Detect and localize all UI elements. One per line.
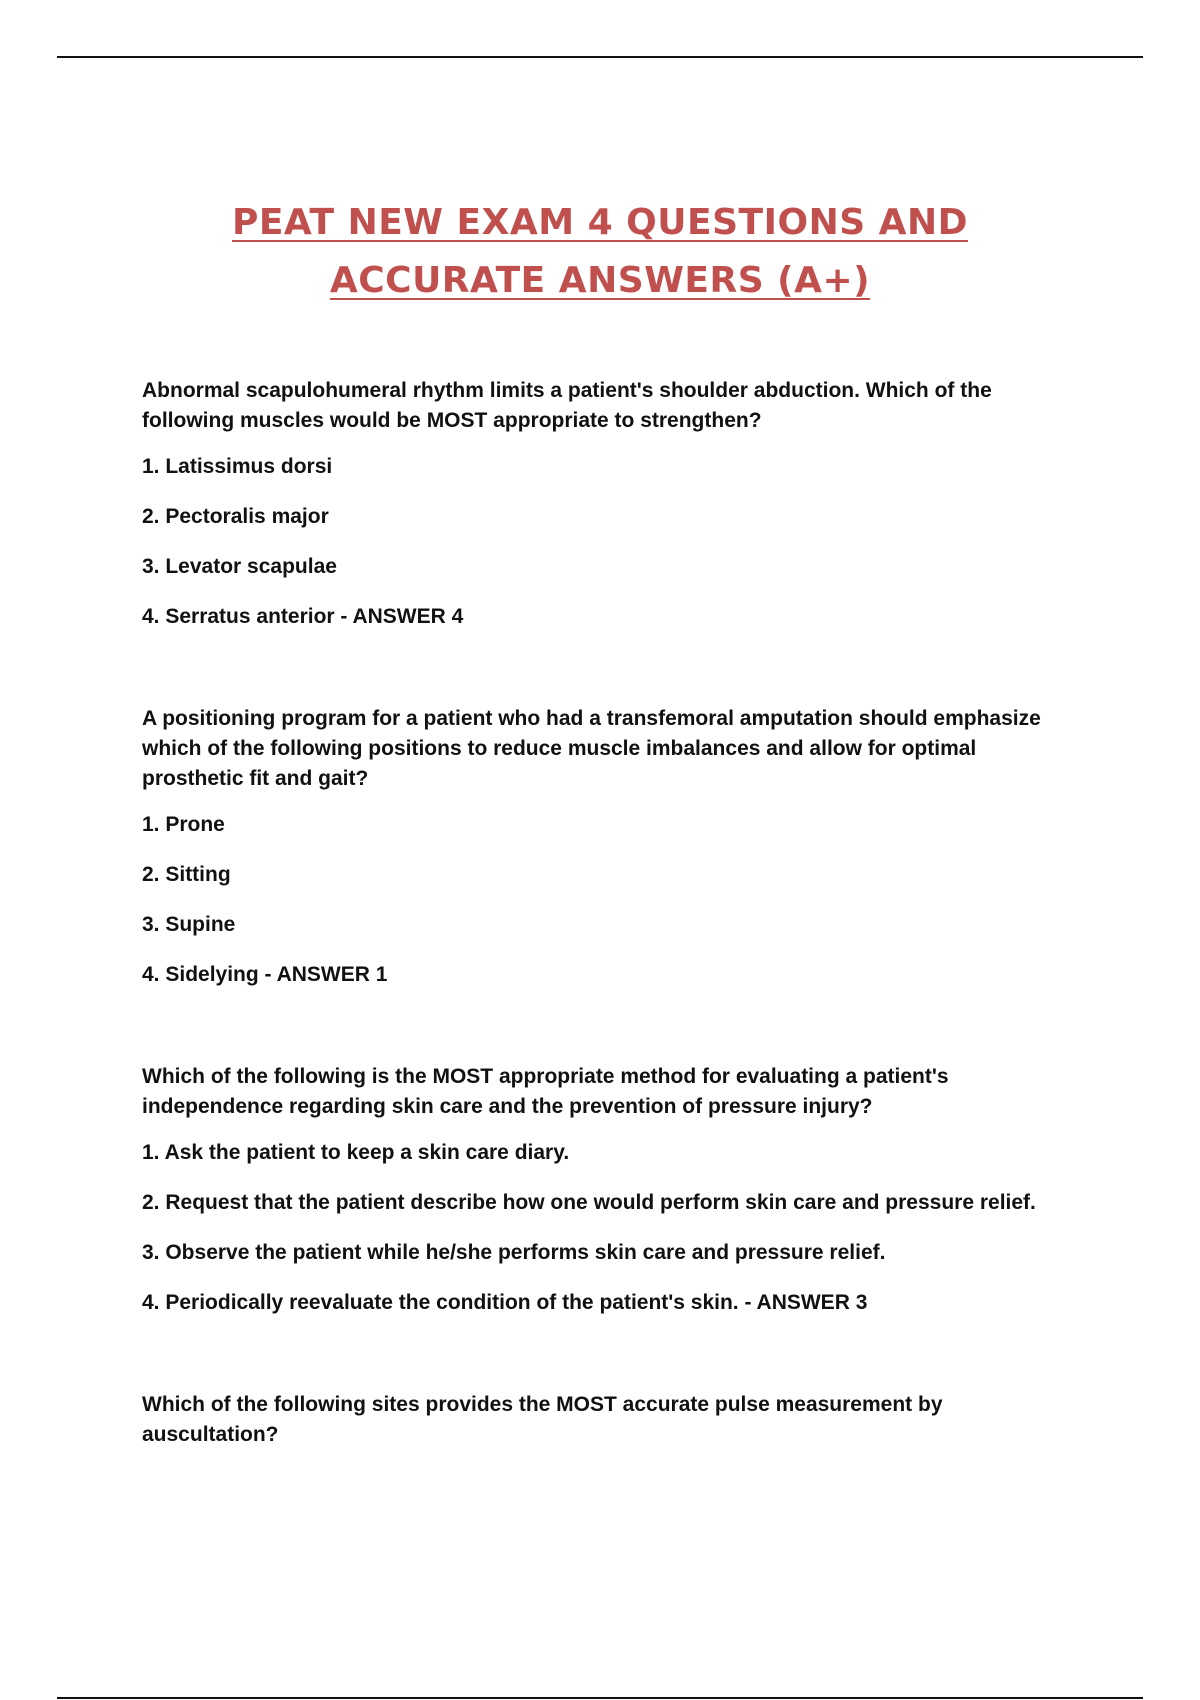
spacer: [142, 1338, 1082, 1390]
answer-option: 1. Latissimus dorsi: [142, 455, 333, 478]
answer-option: 3. Levator scapulae: [142, 555, 337, 578]
question-list: [142, 376, 1082, 1466]
answer-option: 1. Prone: [142, 813, 225, 836]
question-text: Which of the following is the MOST appropriate method for evaluating a patient's independence regarding skin care and the prevention of pressure injury?: [142, 1065, 949, 1118]
answer-option: 2. Pectoralis major: [142, 505, 329, 528]
question-text: Which of the following sites provides the MOST accurate pulse measurement by auscultation?: [142, 1393, 943, 1446]
answer-option: 3. Supine: [142, 913, 236, 936]
question-2: [142, 704, 1082, 990]
question-1: [142, 376, 1082, 632]
question-text: A positioning program for a patient who had a transfemoral amputation should emphasize which of the following positions to reduce muscle imbalances and allow for optimal prosthetic fit and gait?: [142, 707, 1041, 790]
answer-option: 1. Ask the patient to keep a skin care diary.: [142, 1141, 570, 1164]
bottom-divider: [57, 1697, 1143, 1699]
question-3: [142, 1062, 1082, 1318]
title-line-2: ACCURATE ANSWERS (A+): [329, 260, 871, 301]
spacer: [142, 652, 1082, 704]
answer-option: 4. Sidelying - ANSWER 1: [142, 963, 388, 986]
spacer: [142, 1010, 1082, 1062]
question-4: [142, 1390, 1082, 1450]
answer-option: 2. Sitting: [142, 863, 231, 886]
answer-option: 3. Observe the patient while he/she performs skin care and pressure relief.: [142, 1241, 886, 1264]
question-text: Abnormal scapulohumeral rhythm limits a patient's shoulder abduction. Which of the following muscles would be MOST appropriate to strengthen?: [142, 379, 992, 432]
top-divider: [57, 56, 1143, 58]
answer-option: 4. Serratus anterior - ANSWER 4: [142, 605, 464, 628]
answer-option: 2. Request that the patient describe how one would perform skin care and pressure relief.: [142, 1191, 1036, 1214]
answer-option: 4. Periodically reevaluate the condition of the patient's skin. - ANSWER 3: [142, 1291, 868, 1314]
title-line-1: PEAT NEW EXAM 4 QUESTIONS AND: [231, 202, 969, 243]
document-title: [0, 194, 1200, 310]
